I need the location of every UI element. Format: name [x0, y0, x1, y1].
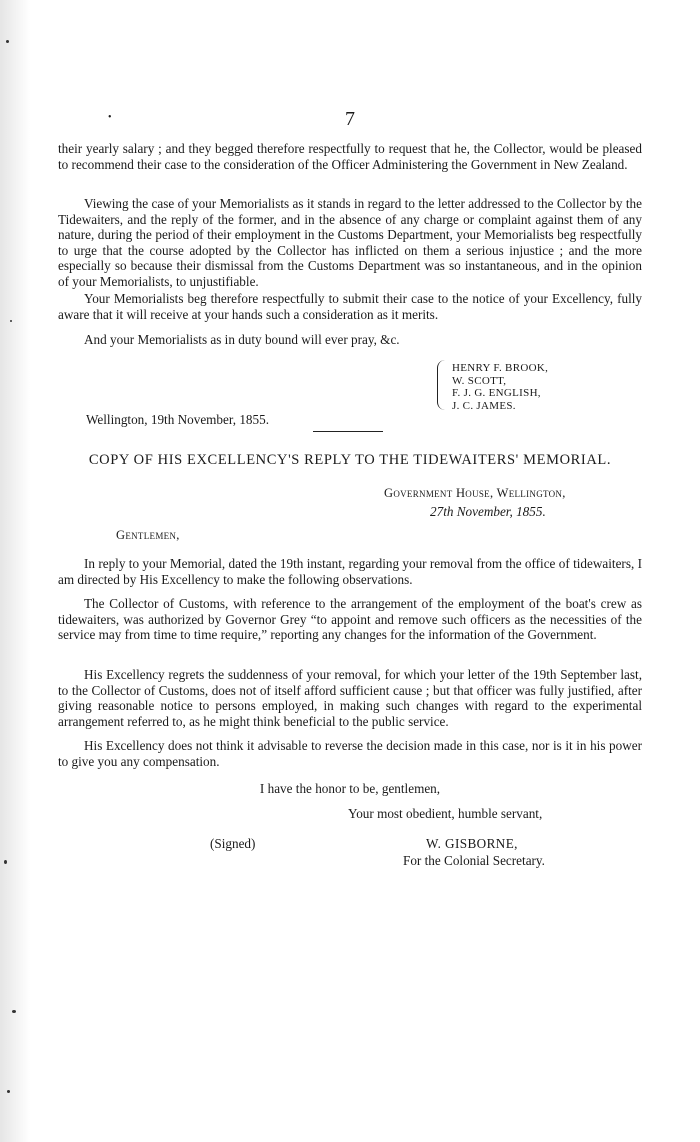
scan-speck: [6, 40, 9, 43]
memorial-paragraph-1: their yearly salary ; and they begged therefore respectfully to request that he, the Collector, would be pleased to recommend their case to the consideration of the Officer Administering the Government in New Zealand.: [58, 141, 642, 172]
reply-paragraph-3: His Excellency regrets the suddenness of your removal, for which your letter of the 19th September last, to the Collector of Customs, does not of itself afford sufficient cause ; but that officer was fully justified, after giving reasonable notice to persons employed, in making such changes with regard to the experimental arrangement referred to, as he might think beneficial to the public service.: [58, 667, 642, 729]
reply-paragraph-1: In reply to your Memorial, dated the 19th instant, regarding your removal from the office of tidewaiters, I am directed by His Excellency to make the following observations.: [58, 556, 642, 587]
page-number: 7: [345, 108, 355, 130]
scan-speck: [10, 320, 12, 322]
signatory: W. SCOTT,: [452, 374, 507, 387]
page-mark: •: [108, 112, 112, 123]
signatory-brace: [437, 360, 448, 410]
signatory-list: [452, 362, 612, 412]
memorial-paragraph-4: And your Memorialists as in duty bound will ever pray, &c.: [84, 332, 400, 347]
closing-obedient: Your most obedient, humble servant,: [348, 806, 543, 821]
reply-heading: COPY OF HIS EXCELLENCY'S REPLY TO THE TIDEWAITERS' MEMORIAL.: [88, 452, 612, 468]
reply-paragraph-4: His Excellency does not think it advisable to reverse the decision made in this case, nor is it in his power to give you any compensation.: [58, 738, 642, 769]
closing-honor: I have the honor to be, gentlemen,: [259, 781, 441, 796]
scan-speck: [7, 1090, 10, 1093]
memorial-date: Wellington, 19th November, 1855.: [86, 412, 270, 427]
reply-paragraph-2: The Collector of Customs, with reference to the arrangement of the employment of the boat's crew as tidewaiters, was authorized by Governor Grey “to appoint and remove such officers as the necessities of the service may from time to time require,” reporting any changes for the information of the Government.: [58, 596, 642, 642]
salutation: Gentlemen,: [116, 528, 180, 542]
section-divider: [313, 431, 383, 432]
memorial-paragraph-2: Viewing the case of your Memorialists as it stands in regard to the letter addressed to the Collector by the Tidewaiters, and the reply of the former, and in the absence of any charge or complaint against them of any nature, during the period of their employment in the Customs Department, your Memorialists beg respectfully to urge that the course adopted by the Collector has inflicted on them a serious injustice ; and the more especially so because their dismissal from the Customs Department was so instantaneous, and in the opinion of your Memorialists, to unjustifiable.: [58, 196, 642, 289]
signed-label: (Signed): [210, 836, 256, 851]
scan-edge-shadow: [0, 0, 30, 1142]
signatory: F. J. G. ENGLISH,: [452, 387, 541, 399]
reply-date-text: 27th November, 1855.: [430, 504, 546, 519]
scan-speck: [12, 1010, 16, 1013]
signatory: HENRY F. BROOK,: [452, 362, 549, 374]
signer-name: W. GISBORNE,: [426, 836, 518, 851]
signer-title: For the Colonial Secretary.: [403, 853, 545, 868]
scan-speck: [4, 860, 7, 864]
government-house-address: Government House, Wellington,: [384, 486, 566, 500]
signatory: J. C. JAMES.: [452, 399, 516, 412]
memorial-paragraph-3: Your Memorialists beg therefore respectfully to submit their case to the notice of your Excellency, fully aware that it will receive at your hands such a consideration as it merits.: [58, 291, 642, 322]
reply-date: [430, 504, 546, 520]
